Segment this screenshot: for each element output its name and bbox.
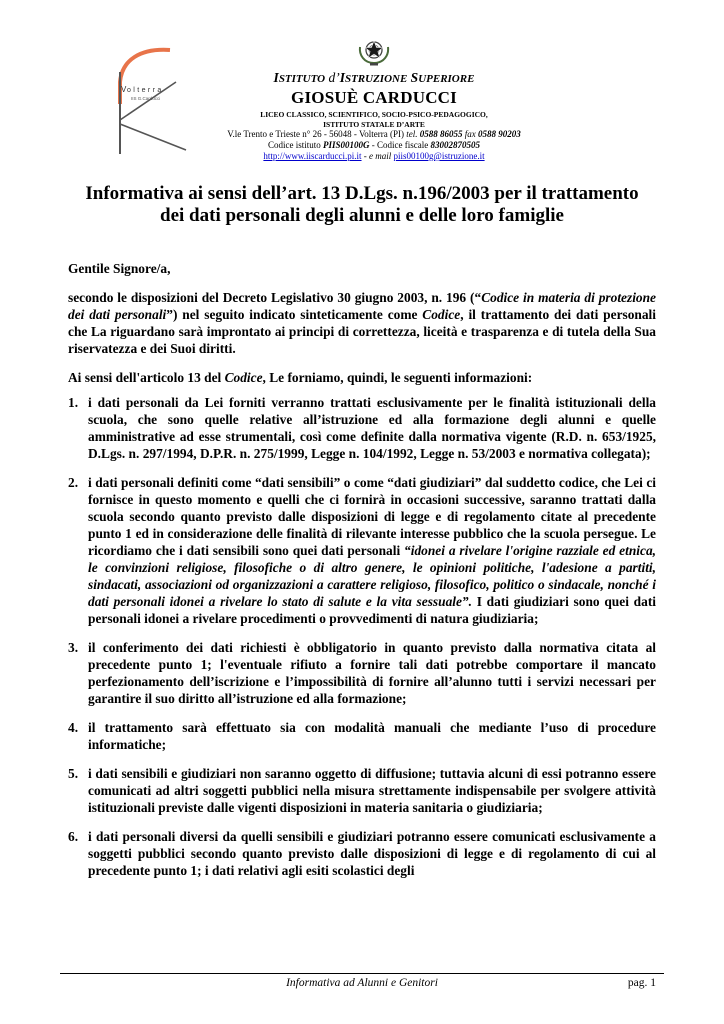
page-number: pag. 1 (627, 977, 656, 989)
email-link[interactable]: piis00100g@istruzione.it (393, 151, 485, 161)
list-item: 5. i dati sensibili e giudiziari non saranno oggetto di diffusione; tuttavia alcuni di essi potranno essere comunicati ad altri soggetti pubblici nella misura strettamente indispensabile per svolgere attività istituzionali previste dalle vigenti disposizioni in materia sanitaria o giudiziaria; (68, 766, 656, 815)
school-name: GIOSUÈ CARDUCCI (291, 88, 457, 107)
school-codes: Codice istituto PIIS00100G - Codice fiscale 83002870505 (268, 140, 480, 150)
information-list (68, 394, 656, 879)
greeting: Gentile Signore/a, (68, 261, 171, 276)
document-title: Informativa ai sensi dell’art. 13 D.Lgs. n.196/2003 per il trattamento dei dati personali degli alunni e delle loro famiglie (85, 183, 639, 226)
list-item: 3. il conferimento dei dati richiesti è obbligatorio in quanto previsto dalla normativa citata al precedente punto 1; l'eventuale rifiuto a fornire tali dati potrebbe comportare il mancato perfezionamento dell’iscrizione e l’impossibilità di fornire all’alunno tutti i servizi necessari per garantire il suo diritto all’istruzione ed alla formazione; (68, 640, 656, 706)
list-item: 2. i dati personali definiti come “dati sensibili” o come “dati giudiziari” dal suddetto codice, che Lei ci fornisce in questo momento e quelli che ci fornirà in occasioni successive, saranno trattati dalla scuola secondo quanto previsto dalle disposizioni di legge e di regolamento citate al precedente punto 1 ed in considerazione delle finalità di rilevante interesse pubblico che la scuola persegue. Le ricordiamo che i dati sensibili sono quei dati personali “idonei a rivelare l'origine razziale ed etnica, le convinzioni religiose, filosofiche o di altro genere, le opinioni politiche, l'adesione a partiti, sindacati, associazioni od organizzazioni a carattere religioso, filosofico, politico o sindacale, nonché i dati personali idonei a rivelare lo stato di salute e la vita sessuale”. I dati giudiziari sono quei dati personali idonei a rivelare procedimenti o provvedimenti di natura giudiziaria; (68, 475, 656, 626)
school-address: V.le Trento e Trieste n° 26 - 56048 - Volterra (PI) tel. 0588 86055 fax 0588 90203 (227, 129, 521, 139)
logo-text: olterra (127, 87, 164, 94)
list-item: 6. i dati personali diversi da quelli sensibili e giudiziari potranno essere comunicati esclusivamente a soggetti pubblici secondo quanto previsto dalle disposizioni di legge e di regolamento di cui al precedente punto 1; i dati relativi agli esiti scolastici degli (68, 829, 656, 878)
school-subtitle: LICEO CLASSICO, SCIENTIFICO, SOCIO-PSICO-PEDAGOGICO, (260, 110, 488, 119)
lead-paragraph: Ai sensi dell'articolo 13 del Codice, Le forniamo, quindi, le seguenti informazioni: (68, 370, 533, 385)
list-item: 4. il trattamento sarà effettuato sia con modalità manuali che mediante l’uso di procedure informatiche; (68, 720, 656, 752)
school-logo (100, 42, 200, 157)
logo-letter: V (121, 85, 127, 94)
letterhead (200, 71, 548, 161)
school-subtitle-2: ISTITUTO STATALE D’ARTE (323, 119, 425, 129)
intro-paragraph: secondo le disposizioni del Decreto Legislativo 30 giugno 2003, n. 196 (“Codice in materia di protezione dei dati personali”) nel seguito indicato sinteticamente come Codice, il trattamento dei dati personali che La riguardano sarà improntato ai principi di correttezza, liceità e trasparenza e di tutela della Sua riservatezza e dei Suoi diritti. (68, 290, 657, 356)
republic-emblem-icon (356, 33, 392, 69)
school-contacts: http://www.iiscarducci.pi.it - e mail piis00100g@istruzione.it (263, 151, 485, 161)
institute-type: ISTITUTO d’ISTRUZIONE SUPERIORE (273, 70, 475, 85)
logo-subtext: IIS G.Carducci (131, 96, 161, 101)
page-footer (60, 973, 664, 989)
document-body (68, 260, 656, 891)
website-link[interactable]: http://www.iiscarducci.pi.it (263, 151, 362, 161)
logo-diagonal-lower (120, 124, 186, 150)
footer-title: Informativa ad Alunni e Genitori (286, 977, 438, 989)
list-item: 1. i dati personali da Lei forniti verranno trattati esclusivamente per le finalità istituzionali della scuola, che sono quelle relative all’istruzione ed alla formazione degli alunni e quelle amministrative ad esse strumentali, così come definite dalla normativa vigente (R.D. n. 653/1925, D.Lgs. n. 297/1994, D.P.R. n. 275/1999, Legge n. 104/1992, Legge n. 53/2003 e normativa collegata); (68, 395, 656, 461)
